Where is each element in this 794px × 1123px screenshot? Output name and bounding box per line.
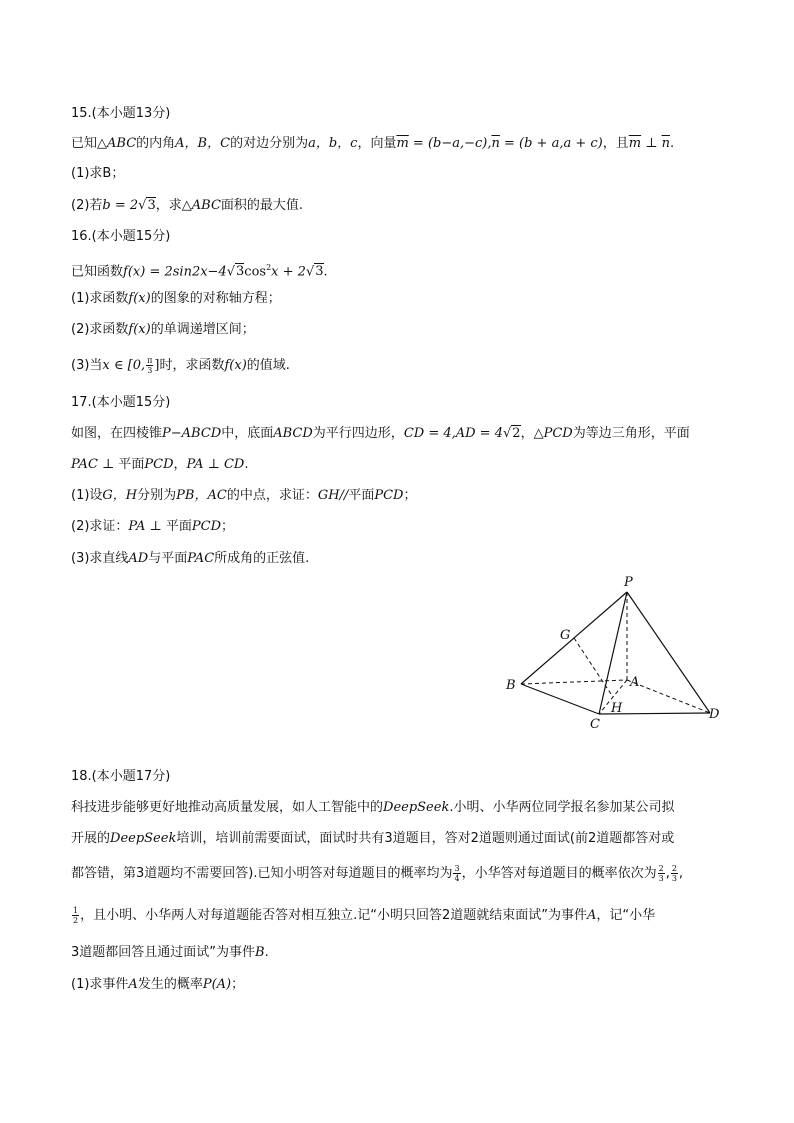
q15-part1 bbox=[71, 164, 124, 184]
vector-n: $\overline{n}$ bbox=[491, 136, 500, 151]
label-A: A bbox=[630, 675, 640, 690]
text: 分别为 bbox=[137, 488, 177, 503]
text: ，且 bbox=[602, 136, 629, 151]
text: 3道题都回答且通过面试”为事件 bbox=[71, 945, 256, 960]
math: ABCD bbox=[273, 426, 313, 441]
edge-AB bbox=[521, 680, 627, 684]
text: , bbox=[665, 866, 670, 881]
q18-header-text: 18.(本小题17分) bbox=[71, 769, 171, 784]
denominator: 2 bbox=[73, 916, 79, 925]
label-P: P bbox=[624, 575, 633, 590]
text: ， bbox=[173, 457, 187, 472]
text: 都答错，第3道题均不需要回答).已知小明答对每道题目的概率均为 bbox=[71, 866, 453, 881]
sqrt: √3 bbox=[305, 264, 324, 280]
text: 平面 bbox=[118, 457, 145, 472]
text: ，且小明、小华两人对每道题能否答对相互独立.记“小明只回答2道题就结束面试”为事件 bbox=[80, 908, 587, 923]
vector-m: $\overline{m}$ bbox=[396, 136, 409, 151]
math: DeepSeek bbox=[110, 831, 177, 846]
edge-PC bbox=[599, 592, 627, 714]
text: (1)求函数 bbox=[71, 291, 129, 306]
text: ，向量 bbox=[357, 136, 397, 151]
math: f(x) bbox=[123, 264, 146, 280]
math: B bbox=[255, 945, 265, 960]
vector-m: $\overline{m}$ bbox=[628, 136, 642, 151]
fraction bbox=[671, 864, 678, 883]
text: , bbox=[678, 866, 684, 881]
text: 为平行四边形， bbox=[312, 426, 404, 441]
triangle-symbol: △ bbox=[181, 198, 192, 213]
edge-PD bbox=[627, 592, 710, 713]
text: 所成角的正弦值. bbox=[214, 551, 310, 566]
q18-header bbox=[71, 767, 170, 787]
text: 培训，培训前需要面试，面试时共有3道题目，答对2道题则通过面试(前2道题都答对或 bbox=[176, 831, 675, 846]
numerator: π bbox=[147, 356, 153, 365]
radicand: 3 bbox=[147, 198, 156, 213]
q15-header-text: 15.(本小题13分) bbox=[71, 106, 171, 121]
text: 中，底面 bbox=[221, 426, 274, 441]
numerator: 1 bbox=[73, 906, 79, 915]
text: 的单调递增区间； bbox=[150, 322, 255, 337]
text: (2)若 bbox=[71, 198, 103, 213]
q18-line2 bbox=[71, 829, 674, 849]
math: DeepSeek bbox=[383, 800, 450, 815]
text: 的对边分别为 bbox=[230, 136, 309, 151]
denominator: 4 bbox=[454, 874, 460, 883]
text: ； bbox=[231, 977, 245, 992]
math: P(A) bbox=[202, 977, 232, 992]
text: 的值域. bbox=[246, 358, 290, 373]
label-H: H bbox=[611, 701, 623, 716]
q18-line3 bbox=[71, 864, 683, 884]
fraction bbox=[146, 356, 153, 375]
triangle-symbol: △ bbox=[97, 136, 108, 151]
math: PCD bbox=[543, 426, 573, 441]
math: A bbox=[586, 908, 597, 923]
text: 的中点，求证： bbox=[226, 488, 318, 503]
math: x + 2 bbox=[271, 264, 306, 280]
numerator: 2 bbox=[671, 864, 677, 873]
text: 的内角 bbox=[136, 136, 176, 151]
math: = (b−a,−c), bbox=[408, 136, 492, 151]
text: (2)求证： bbox=[71, 519, 129, 534]
sqrt: √3 bbox=[138, 198, 156, 213]
label-B: B bbox=[506, 678, 516, 693]
math: x ∈ [0, bbox=[102, 358, 146, 373]
text: 科技进步能够更好地推动高质量发展，如人工智能中的 bbox=[71, 800, 384, 815]
text: . bbox=[669, 136, 675, 151]
label-D: D bbox=[709, 707, 720, 722]
math: GH// bbox=[317, 488, 349, 503]
text: . bbox=[244, 457, 249, 472]
math: AD bbox=[128, 551, 149, 566]
math: PCD bbox=[144, 457, 174, 472]
math: PAC bbox=[187, 551, 215, 566]
math: PB，AC bbox=[176, 488, 227, 503]
math: PAC ⊥ bbox=[71, 457, 119, 472]
numerator: 2 bbox=[658, 864, 664, 873]
q18-line1 bbox=[71, 798, 674, 818]
fraction bbox=[453, 864, 460, 883]
math: f(x) bbox=[224, 358, 247, 373]
q17-part3 bbox=[71, 549, 309, 569]
math: ABC bbox=[107, 136, 137, 151]
q15-part2 bbox=[71, 196, 303, 216]
math: f(x) bbox=[128, 291, 151, 306]
q16-stem bbox=[71, 258, 328, 282]
q16-part3 bbox=[71, 356, 290, 376]
text: (3)求直线 bbox=[71, 551, 129, 566]
pyramid-figure bbox=[500, 572, 730, 734]
q15-header bbox=[71, 104, 170, 124]
text: (1)设 bbox=[71, 488, 103, 503]
q16-header-text: 16.(本小题15分) bbox=[71, 229, 171, 244]
math: b = 2 bbox=[102, 198, 139, 213]
math: = (b + a,a + c) bbox=[499, 136, 603, 151]
math: ] bbox=[154, 358, 160, 373]
math: PCD bbox=[191, 519, 221, 534]
q16-part2 bbox=[71, 320, 255, 340]
math: = 2sin2x−4 bbox=[145, 264, 227, 280]
segment-GH bbox=[574, 638, 613, 697]
math: PA ⊥ CD bbox=[186, 457, 245, 472]
q17-part1 bbox=[71, 486, 416, 506]
exponent: 2 bbox=[266, 263, 272, 272]
text: ； bbox=[221, 519, 235, 534]
denominator: 3 bbox=[147, 366, 153, 375]
text: ，小华答对每道题目的概率依次为 bbox=[461, 866, 657, 881]
text: (1)求事件 bbox=[71, 977, 129, 992]
q16-part1 bbox=[71, 289, 281, 309]
edge-BC bbox=[521, 684, 599, 714]
text: 发生的概率 bbox=[137, 977, 203, 992]
q18-line4 bbox=[71, 906, 655, 926]
vector-n: $\overline{n}$ bbox=[661, 136, 670, 151]
label-G: G bbox=[560, 628, 571, 643]
text: 时，求函数 bbox=[159, 358, 225, 373]
math: ⊥ bbox=[641, 136, 662, 151]
math: G，H bbox=[102, 488, 138, 503]
edge-AD bbox=[627, 680, 710, 713]
text: ， bbox=[520, 426, 534, 441]
math: f(x) bbox=[128, 322, 151, 337]
radicand: 2 bbox=[512, 426, 521, 441]
triangle-symbol: △ bbox=[533, 426, 544, 441]
q17-stem-line2 bbox=[71, 455, 249, 475]
label-C: C bbox=[590, 717, 600, 732]
text: 已知函数 bbox=[71, 264, 124, 280]
sqrt: √3 bbox=[226, 264, 245, 280]
text: (3)当 bbox=[71, 358, 103, 373]
text: ； bbox=[403, 488, 417, 503]
math: a，b，c bbox=[308, 136, 358, 151]
math: PA ⊥ bbox=[128, 519, 166, 534]
denominator: 3 bbox=[671, 874, 677, 883]
text: 已知 bbox=[71, 136, 98, 151]
q16-header bbox=[71, 227, 170, 247]
text: . bbox=[323, 264, 328, 280]
fraction bbox=[72, 906, 79, 925]
math: A，B，C bbox=[175, 136, 231, 151]
math: PCD bbox=[374, 488, 404, 503]
math: A bbox=[128, 977, 138, 992]
text: (2)求函数 bbox=[71, 322, 129, 337]
math: P−ABCD bbox=[162, 426, 222, 441]
sqrt: √2 bbox=[502, 426, 521, 441]
radicand: 3 bbox=[315, 264, 324, 280]
q15-stem bbox=[71, 134, 674, 154]
numerator: 3 bbox=[454, 864, 460, 873]
text: 的图象的对称轴方程； bbox=[150, 291, 281, 306]
q17-part2 bbox=[71, 517, 234, 537]
q18-part1 bbox=[71, 975, 244, 995]
text: 面积的最大值. bbox=[220, 198, 304, 213]
q17-header-text: 17.(本小题15分) bbox=[71, 395, 171, 410]
text: 平面 bbox=[348, 488, 375, 503]
text: 为等边三角形，平面 bbox=[572, 426, 690, 441]
text: ，记“小华 bbox=[596, 908, 656, 923]
text: (1)求B； bbox=[71, 166, 125, 181]
denominator: 3 bbox=[658, 874, 664, 883]
text: 与平面 bbox=[148, 551, 188, 566]
radicand: 3 bbox=[236, 264, 245, 280]
q17-stem-line1 bbox=[71, 424, 690, 444]
text: . bbox=[264, 945, 269, 960]
math: ABC bbox=[191, 198, 221, 213]
text: ，求 bbox=[155, 198, 182, 213]
q18-line5 bbox=[71, 943, 269, 963]
math: CD = 4,AD = 4 bbox=[403, 426, 503, 441]
text: 如图，在四棱锥 bbox=[71, 426, 163, 441]
fraction bbox=[658, 864, 665, 883]
q17-header bbox=[71, 393, 170, 413]
text: 平面 bbox=[165, 519, 192, 534]
math: cos bbox=[244, 264, 267, 280]
text: .小明、小华两位同学报名参加某公司拟 bbox=[449, 800, 675, 815]
text: 开展的 bbox=[71, 831, 111, 846]
